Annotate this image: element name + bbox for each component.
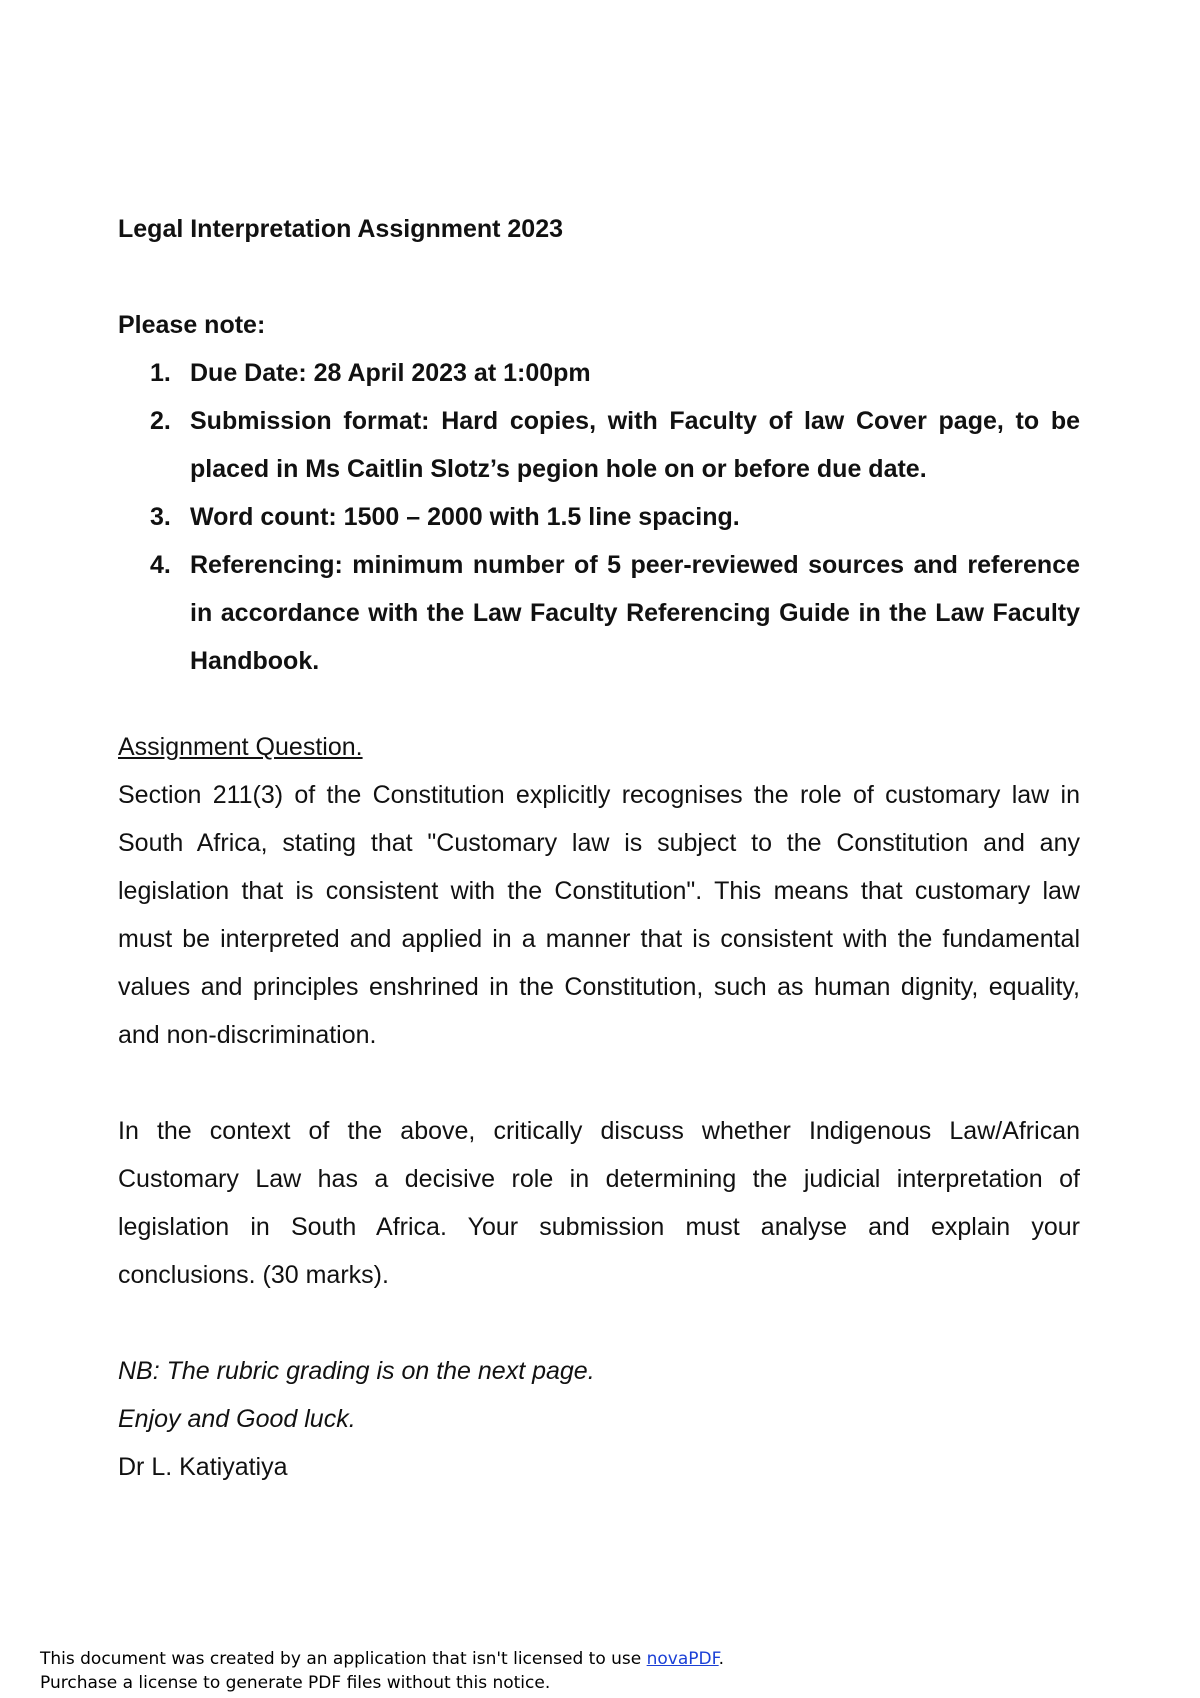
novapdf-link[interactable]: novaPDF xyxy=(646,1649,719,1669)
license-notice-suffix: . xyxy=(718,1649,725,1669)
note-item xyxy=(150,397,1080,493)
license-notice-line-1 xyxy=(40,1647,724,1671)
license-notice xyxy=(40,1647,724,1695)
spacer xyxy=(118,685,1080,723)
notes-list xyxy=(118,349,1080,685)
license-notice-prefix: This document was created by an application that isn't licensed to use xyxy=(40,1649,647,1669)
question-paragraph-2: In the context of the above, critically discuss whether Indigenous Law/African Customary Law has a decisive role in determining the judicial interpretation of legislation in South Africa. Your submission must analyse and explain your conclusions. (30 marks). xyxy=(118,1117,1080,1289)
note-text: Submission format: Hard copies, with Faculty of law Cover page, to be placed in Ms Caitlin Slotz’s pegion hole on or before due date. xyxy=(190,407,1080,483)
spacer xyxy=(118,1059,1080,1107)
note-text: Due Date: 28 April 2023 at 1:00pm xyxy=(190,359,591,387)
question-paragraph-1: Section 211(3) of the Constitution explicitly recognises the role of customary law in South Africa, stating that "Customary law is subject to the Constitution and any legislation that is consistent with the Constitution". This means that customary law must be interpreted and applied in a manner that is consistent with the fundamental values and principles enshrined in the Constitution, such as human dignity, equality, and non-discrimination. xyxy=(118,781,1080,1049)
nb-line: NB: The rubric grading is on the next page. xyxy=(118,1357,595,1385)
closing-line: Enjoy and Good luck. xyxy=(118,1405,356,1433)
signature: Dr L. Katiyatiya xyxy=(118,1453,288,1481)
note-number: 1. xyxy=(150,359,171,387)
note-item xyxy=(150,541,1080,685)
note-number: 2. xyxy=(150,407,171,435)
note-number: 4. xyxy=(150,551,171,579)
note-text: Referencing: minimum number of 5 peer-reviewed sources and reference in accordance with the Law Faculty Referencing Guide in the Law Faculty Handbook. xyxy=(190,551,1080,675)
spacer xyxy=(118,1299,1080,1347)
document-title: Legal Interpretation Assignment 2023 xyxy=(118,215,564,243)
note-heading: Please note: xyxy=(118,311,266,339)
question-heading: Assignment Question. xyxy=(118,733,363,761)
document-body xyxy=(118,205,1080,1491)
license-notice-line-2: Purchase a license to generate PDF files without this notice. xyxy=(40,1673,551,1693)
note-item xyxy=(150,349,1080,397)
note-item xyxy=(150,493,1080,541)
note-text: Word count: 1500 – 2000 with 1.5 line spacing. xyxy=(190,503,740,531)
spacer xyxy=(118,253,1080,301)
note-number: 3. xyxy=(150,503,171,531)
